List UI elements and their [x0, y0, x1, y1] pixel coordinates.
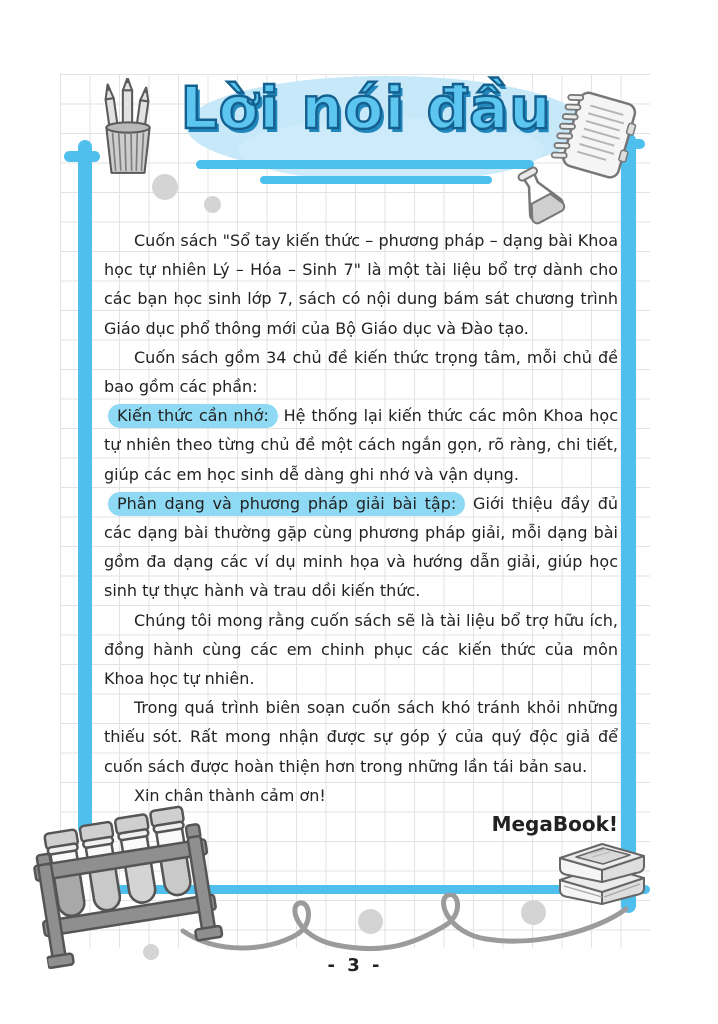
highlighted-lead: Phân dạng và phương pháp giải bài tập: [108, 492, 465, 516]
paragraph: Cuốn sách gồm 34 chủ đề kiến thức trọng tâm, mỗi chủ đề bao gồm các phần: [104, 347, 618, 397]
title-underline [260, 176, 492, 184]
paragraph: Kiến thức cần nhớ: Hệ thống lại kiến thức các môn Khoa học tự nhiên theo từng chủ đề một cách ngắn gọn, rõ ràng, chi tiết, giúp các em học sinh dễ dàng ghi nhớ và vận dụng. [104, 406, 618, 484]
frame-left-tick [64, 151, 100, 162]
page-number: - 3 - [327, 955, 383, 976]
frame-right-bar [621, 133, 636, 913]
books-stack-icon [546, 840, 656, 918]
signature: MegaBook! [491, 812, 618, 836]
gray-dot [204, 196, 221, 213]
highlighted-lead: Kiến thức cần nhớ: [108, 404, 278, 428]
title-underline [196, 160, 534, 169]
paragraph: Chúng tôi mong rằng cuốn sách sẽ là tài liệu bổ trợ hữu ích, đồng hành cùng các em chinh phục các kiến thức của môn Khoa học tự nhiên. [104, 610, 618, 689]
frame-left-bar [78, 140, 92, 835]
body-text [104, 226, 618, 810]
paragraph: Cuốn sách "Sổ tay kiến thức – phương pháp – dạng bài Khoa học tự nhiên Lý – Hóa – Sinh 7" là một tài liệu bổ trợ dành cho các bạn học sinh lớp 7, sách có nội dung bám sát chương trình Giáo dục phổ thông mới của Bộ Giáo dục và Đào tạo. [104, 231, 618, 338]
pencil-cup-icon [96, 78, 160, 180]
paragraph: Phân dạng và phương pháp giải bài tập: Giới thiệu đầy đủ các dạng bài thường gặp cùng phương pháp giải, mỗi dạng bài gồm đa dạng các ví dụ minh họa và hướng dẫn giải, giúp học sinh tự thực hành và trau dồi kiến thức. [104, 493, 619, 601]
page-title: Lời nói đầu [180, 74, 552, 142]
gray-dot [152, 174, 178, 200]
test-tube-rack-icon [25, 793, 227, 975]
paragraph: Xin chân thành cảm ơn! [134, 785, 326, 805]
paragraph: Trong quá trình biên soạn cuốn sách khó tránh khỏi những thiếu sót. Rất mong nhận được sự góp ý của quý độc giả để cuốn sách được hoàn thiện hơn trong những lần tái bản sau. [104, 698, 618, 776]
